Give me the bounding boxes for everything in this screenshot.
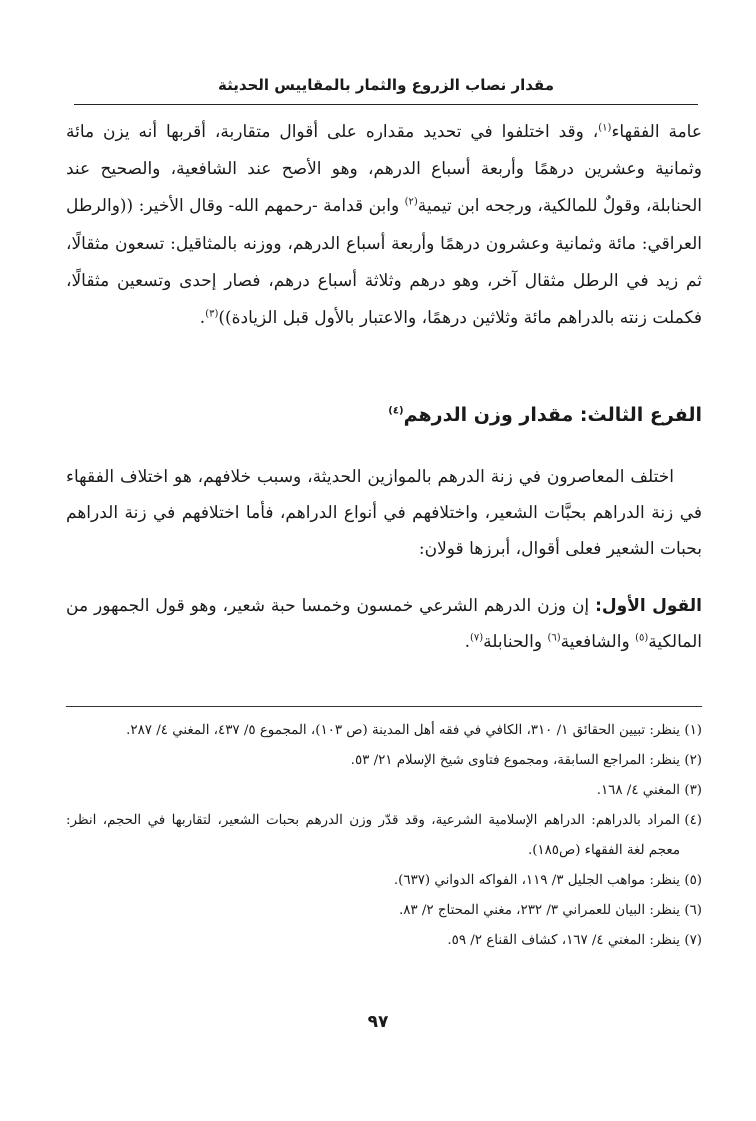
footnote-item	[66, 776, 702, 806]
page-number: ٩٧	[367, 1012, 389, 1032]
footnote-number: (٧)	[684, 933, 702, 948]
footnote-item	[66, 866, 702, 896]
footnote-item	[66, 806, 702, 866]
footnote-ref-2[interactable]: (٢)	[404, 196, 418, 208]
p1-text-4: .	[199, 308, 206, 329]
footnote-text: ينظر: البيان للعمراني ٣/ ٢٣٢، مغني المحتاج ٢/ ٨٣.	[398, 903, 680, 918]
footnote-item	[66, 716, 702, 746]
footnote-ref-6[interactable]: (٦)	[547, 632, 561, 644]
footnote-number: (١)	[684, 723, 702, 738]
footnote-text: ينظر: المراجع السابقة، ومجموع فتاوى شيخ الإسلام ٢١/ ٥٣.	[350, 753, 680, 768]
footnote-text: ينظر: المغني ٤/ ١٦٧، كشاف القناع ٢/ ٥٩.	[447, 933, 680, 948]
footnote-item	[66, 926, 702, 956]
p2-text: اختلف المعاصرون في زنة الدرهم بالموازين الحديثة، وسبب خلافهم، هو اختلاف الفقهاء في زنة الدراهم بحبَّات الشعير، واختلافهم في أنواع الدراهم، فأما اختلافهم في زنة الدراهم بحبات الشعير فعلى أقوال، أبرزها قولان:	[66, 467, 702, 559]
paragraph-1	[66, 114, 702, 337]
footnote-text: ينظر: مواهب الجليل ٣/ ١١٩، الفواكه الدواني (٦٣٧).	[393, 873, 680, 888]
footnote-number: (٢)	[684, 753, 702, 768]
footnote-number: (٥)	[684, 873, 702, 888]
section-heading-text: الفرع الثالث: مقدار وزن الدرهم	[403, 404, 702, 426]
p3-text-3: والحنابلة	[483, 632, 548, 652]
footnote-number: (٤)	[684, 813, 702, 828]
footnote-ref-3[interactable]: (٣)	[205, 308, 219, 320]
footnote-text: المغني ٤/ ١٦٨.	[596, 783, 680, 798]
footnote-item	[66, 896, 702, 926]
running-title: مقدار نصاب الزروع والثمار بالمقاييس الحديثة	[217, 76, 555, 94]
footnote-ref-7[interactable]: (٧)	[469, 632, 484, 644]
first-opinion-label: القول الأول:	[595, 596, 703, 616]
p1-text-1: عامة الفقهاء	[611, 122, 702, 142]
footnote-item	[66, 746, 702, 776]
p1-text-3: وابن قدامة -رحمهم الله- وقال الأخير: ((والرطل العراقي: مائة وثمانية وعشرون درهمًا وأربعة أسباع الدرهم، ووزنه بالمثاقيل: تسعون مثقالًا، ثم زيد في الرطل مثقال آخر، وهو درهم وثلاثة أسباع درهم، فصار إحدى وتسعين مثقالًا، فكملت زنته بالدراهم مائة وثلاثين درهمًا، والاعتبار بالأول قبل الزيادة))	[66, 196, 702, 329]
footnote-text: ينظر: تبيين الحقائق ١/ ٣١٠، الكافي في فقه أهل المدينة (ص ١٠٣)، المجموع ٥/ ٤٣٧، المغني ٤/ ٢٨٧.	[126, 723, 680, 738]
footnotes-list	[66, 716, 702, 956]
p3-text-2: والشافعية	[560, 632, 636, 652]
p3-text-1: إن وزن الدرهم الشرعي خمسون وخمسا حبة شعير، وهو قول الجمهور من المالكية	[66, 596, 702, 652]
header-rule	[74, 104, 698, 105]
p1-text-2: ، وقد اختلفوا في تحديد مقداره على أقوال متقاربة، أقربها أنه يزن مائة وثمانية وعشرين درهمًا وأربعة أسباع الدرهم، وهو الأصح عند الشافعية، والصحيح عند الحنابلة، وقولٌ للمالكية، ورجحه ابن تيمية	[66, 122, 702, 217]
paragraph-2	[66, 459, 702, 567]
section-heading	[66, 395, 702, 435]
footnote-text: المراد بالدراهم: الدراهم الإسلامية الشرعية، وقد قدّر وزن الدرهم بحبات الشعير، لتقاربها في الحجم، انظر: معجم لغة الفقهاء (ص١٨٥).	[66, 813, 680, 858]
footnote-number: (٣)	[684, 783, 702, 798]
footnote-ref-4[interactable]: (٤)	[388, 405, 404, 417]
footnote-separator	[66, 706, 702, 707]
p3-text-4: .	[464, 632, 470, 652]
footnote-ref-5[interactable]: (٥)	[635, 632, 649, 644]
footnote-ref-1[interactable]: (١)	[598, 122, 612, 134]
paragraph-3	[66, 588, 702, 660]
footnote-number: (٦)	[684, 903, 702, 918]
